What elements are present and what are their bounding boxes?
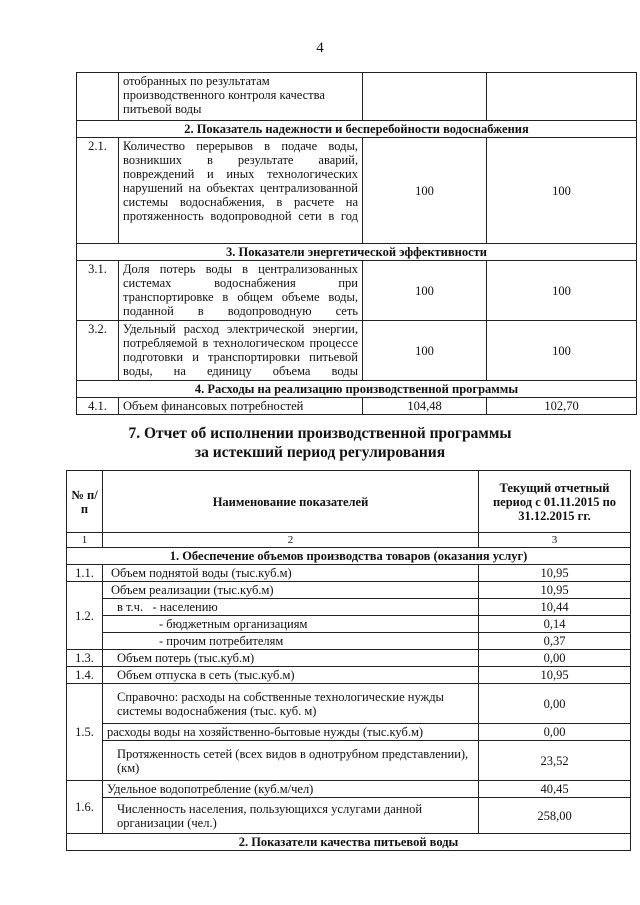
- table-row: [67, 650, 631, 667]
- row-number: 4.1.: [77, 398, 119, 415]
- row-text: Объем потерь (тыс.куб.м): [103, 650, 479, 667]
- section-title: 1. Обеспечение объемов производства товаров (оказания услуг): [67, 548, 631, 565]
- row-value: 0,00: [479, 650, 631, 667]
- row-text: Количество перерывов в подаче воды, возникших в результате аварий, повреждений и иных технологических нарушений на объектах централизованной системы водоснабжения, в расчете на протяженность водопроводной сети в год: [119, 138, 363, 244]
- row-value: 0,00: [479, 724, 631, 741]
- row-number: 3.1.: [77, 261, 119, 321]
- column-number: 2: [103, 533, 479, 548]
- page-number: 4: [316, 40, 324, 56]
- table-row: [67, 565, 631, 582]
- indicators-table: [76, 72, 637, 415]
- section-title: 2. Показатель надежности и бесперебойности водоснабжения: [77, 121, 637, 138]
- header-number: № п/п: [67, 471, 103, 533]
- row-text: Удельный расход электрической энергии, потребляемой в технологическом процессе подготовки и транспортировки питьевой воды, на единицу объема воды: [119, 321, 363, 381]
- row-text: расходы воды на хозяйственно-бытовые нужды (тыс.куб.м): [103, 724, 479, 741]
- row-value: 104,48: [363, 398, 487, 415]
- row-number: 1.3.: [67, 650, 103, 667]
- section-row: [77, 244, 637, 261]
- row-value: 40,45: [479, 781, 631, 798]
- section-title: 4. Расходы на реализацию производственной программы: [77, 381, 637, 398]
- row-value: 100: [487, 321, 637, 381]
- table-row: [67, 616, 631, 633]
- column-number: 1: [67, 533, 103, 548]
- report-title-line-1: 7. Отчет об исполнении производственной программы: [128, 425, 512, 442]
- section-title: 3. Показатели энергетической эффективности: [77, 244, 637, 261]
- table-row: [77, 73, 637, 121]
- row-text: Численность населения, пользующихся услугами данной организации (чел.): [103, 798, 479, 834]
- header-value: Текущий отчетный период с 01.11.2015 по 31.12.2015 гг.: [479, 471, 631, 533]
- row-text: Протяженность сетей (всех видов в однотрубном представлении), (км): [103, 741, 479, 781]
- row-value: 10,44: [479, 599, 631, 616]
- row-value: 10,95: [479, 565, 631, 582]
- table-row: [67, 798, 631, 834]
- row-text: отобранных по результатам производственного контроля качества питьевой воды: [119, 73, 363, 121]
- row-text: Объем реализации (тыс.куб.м): [103, 582, 479, 599]
- row-value: 100: [487, 138, 637, 244]
- table-row: [67, 599, 631, 616]
- row-value: 0,14: [479, 616, 631, 633]
- row-text: - прочим потребителям: [103, 633, 479, 650]
- report-heading: [0, 424, 640, 462]
- table-row: [77, 321, 637, 381]
- report-title-line-2: за истекший период регулирования: [194, 444, 446, 461]
- row-text: Объем отпуска в сеть (тыс.куб.м): [103, 667, 479, 684]
- row-value: 102,70: [487, 398, 637, 415]
- section-title: 2. Показатели качества питьевой воды: [67, 834, 631, 851]
- row-value: 100: [363, 261, 487, 321]
- row-number: 1.6.: [67, 781, 103, 834]
- row-text: Удельное водопотребление (куб.м/чел): [103, 781, 479, 798]
- row-number: 2.1.: [77, 138, 119, 244]
- row-value: 258,00: [479, 798, 631, 834]
- row-value: 23,52: [479, 741, 631, 781]
- table-row: [67, 781, 631, 798]
- row-value: 100: [487, 261, 637, 321]
- row-text: Доля потерь воды в централизованных системах водоснабжения при транспортировке в общем объеме воды, поданной в водопроводную сеть: [119, 261, 363, 321]
- row-subtext: - населению: [152, 600, 218, 614]
- row-value: 100: [363, 321, 487, 381]
- row-prefix: в т.ч.: [117, 600, 144, 614]
- row-value: 0,37: [479, 633, 631, 650]
- section-row: [67, 834, 631, 851]
- table-row: [77, 398, 637, 415]
- table-row: [67, 633, 631, 650]
- table-row: [67, 582, 631, 599]
- table-row: [67, 741, 631, 781]
- row-value: 0,00: [479, 684, 631, 724]
- column-number: 3: [479, 533, 631, 548]
- table-row: [77, 261, 637, 321]
- section-row: [67, 548, 631, 565]
- row-text: Объем финансовых потребностей: [119, 398, 363, 415]
- row-value: 10,95: [479, 667, 631, 684]
- column-number-row: [67, 533, 631, 548]
- row-value: 10,95: [479, 582, 631, 599]
- row-text: Справочно: расходы на собственные технологические нужды системы водоснабжения (тыс. куб. м): [103, 684, 479, 724]
- row-text: Объем поднятой воды (тыс.куб.м): [103, 565, 479, 582]
- header-row: [67, 471, 631, 533]
- row-value: 100: [363, 138, 487, 244]
- row-text: - бюджетным организациям: [103, 616, 479, 633]
- section-row: [77, 121, 637, 138]
- row-text: [103, 599, 479, 616]
- table-row: [77, 138, 637, 244]
- row-number: 1.5.: [67, 684, 103, 781]
- table-row: [67, 684, 631, 724]
- row-number: 1.2.: [67, 582, 103, 650]
- header-name: Наименование показателей: [103, 471, 479, 533]
- row-number: 3.2.: [77, 321, 119, 381]
- section-row: [77, 381, 637, 398]
- row-number: 1.4.: [67, 667, 103, 684]
- table-row: [67, 724, 631, 741]
- table-row: [67, 667, 631, 684]
- report-table: [66, 470, 631, 851]
- row-number: 1.1.: [67, 565, 103, 582]
